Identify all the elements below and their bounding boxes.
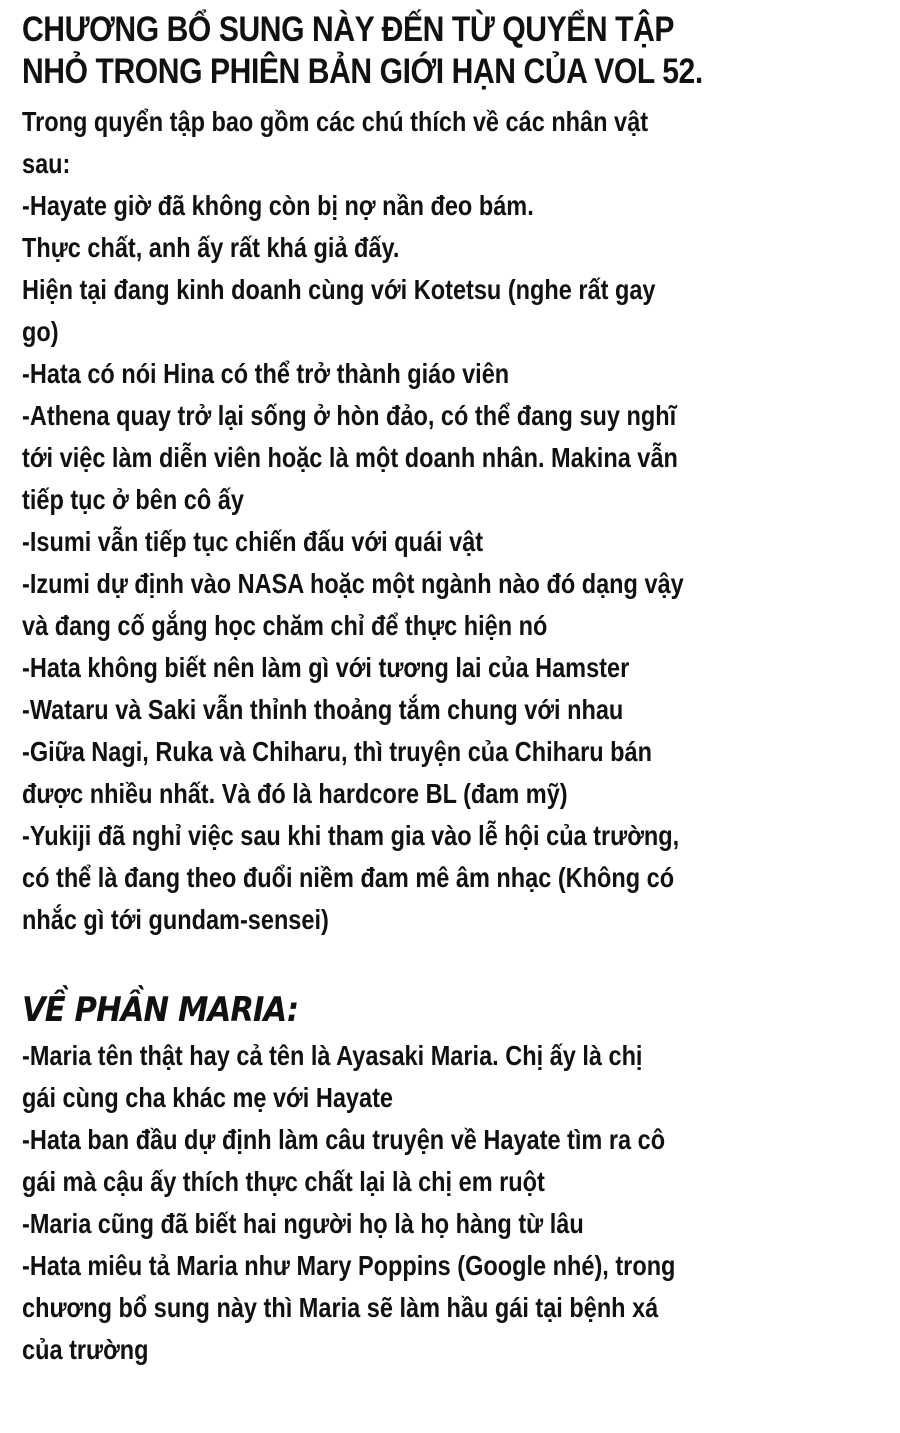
note-line: -Yukiji đã nghỉ việc sau khi tham gia vào lễ hội của trường,: [22, 820, 680, 851]
note-line: chương bổ sung này thì Maria sẽ làm hầu gái tại bệnh xá: [22, 1292, 659, 1323]
note-line: -Hata có nói Hina có thể trở thành giáo viên: [22, 358, 510, 389]
note-line: gái cùng cha khác mẹ với Hayate: [22, 1082, 393, 1113]
note-line: -Maria cũng đã biết hai người họ là họ hàng từ lâu: [22, 1208, 584, 1239]
note-line: Trong quyển tập bao gồm các chú thích về các nhân vật: [22, 106, 649, 137]
note-line: -Giữa Nagi, Ruka và Chiharu, thì truyện của Chiharu bán: [22, 736, 652, 767]
note-line: go): [22, 316, 59, 347]
note-line: của trường: [22, 1334, 149, 1365]
title-line: NHỎ TRONG PHIÊN BẢN GIỚI HẠN CỦA VOL 52.: [22, 52, 703, 91]
note-line: và đang cố gắng học chăm chỉ để thực hiện nó: [22, 610, 548, 641]
note-line: -Hata không biết nên làm gì với tương lai của Hamster: [22, 652, 630, 683]
note-line: tới việc làm diễn viên hoặc là một doanh nhân. Makina vẫn: [22, 442, 678, 473]
intro-notes: [22, 101, 810, 941]
page-title: [22, 9, 814, 93]
note-line: -Athena quay trở lại sống ở hòn đảo, có thể đang suy nghĩ: [22, 400, 677, 431]
note-line: -Wataru và Saki vẫn thỉnh thoảng tắm chung với nhau: [22, 694, 624, 725]
note-line: Thực chất, anh ấy rất khá giả đấy.: [22, 232, 400, 263]
note-line: gái mà cậu ấy thích thực chất lại là chị em ruột: [22, 1166, 545, 1197]
note-line: sau:: [22, 148, 71, 179]
title-line: CHƯƠNG BỔ SUNG NÀY ĐẾN TỪ QUYỂN TẬP: [22, 10, 675, 49]
note-line: có thể là đang theo đuổi niềm đam mê âm nhạc (Không có: [22, 862, 675, 893]
note-line: -Maria tên thật hay cả tên là Ayasaki Maria. Chị ấy là chị: [22, 1040, 643, 1071]
note-line: được nhiều nhất. Và đó là hardcore BL (đam mỹ): [22, 778, 568, 809]
note-line: Hiện tại đang kinh doanh cùng với Kotetsu (nghe rất gay: [22, 274, 656, 305]
note-line: tiếp tục ở bên cô ấy: [22, 484, 244, 515]
note-line: nhắc gì tới gundam-sensei): [22, 904, 329, 935]
section-heading-maria: VỀ PHẦN MARIA:: [22, 990, 299, 1030]
maria-notes: [22, 1035, 800, 1371]
note-line: -Izumi dự định vào NASA hoặc một ngành nào đó dạng vậy: [22, 568, 684, 599]
note-line: -Hata miêu tả Maria như Mary Poppins (Google nhé), trong: [22, 1250, 676, 1281]
note-line: -Isumi vẫn tiếp tục chiến đấu với quái vật: [22, 526, 484, 557]
note-line: -Hayate giờ đã không còn bị nợ nần đeo bám.: [22, 190, 534, 221]
note-line: -Hata ban đầu dự định làm câu truyện về Hayate tìm ra cô: [22, 1124, 666, 1155]
